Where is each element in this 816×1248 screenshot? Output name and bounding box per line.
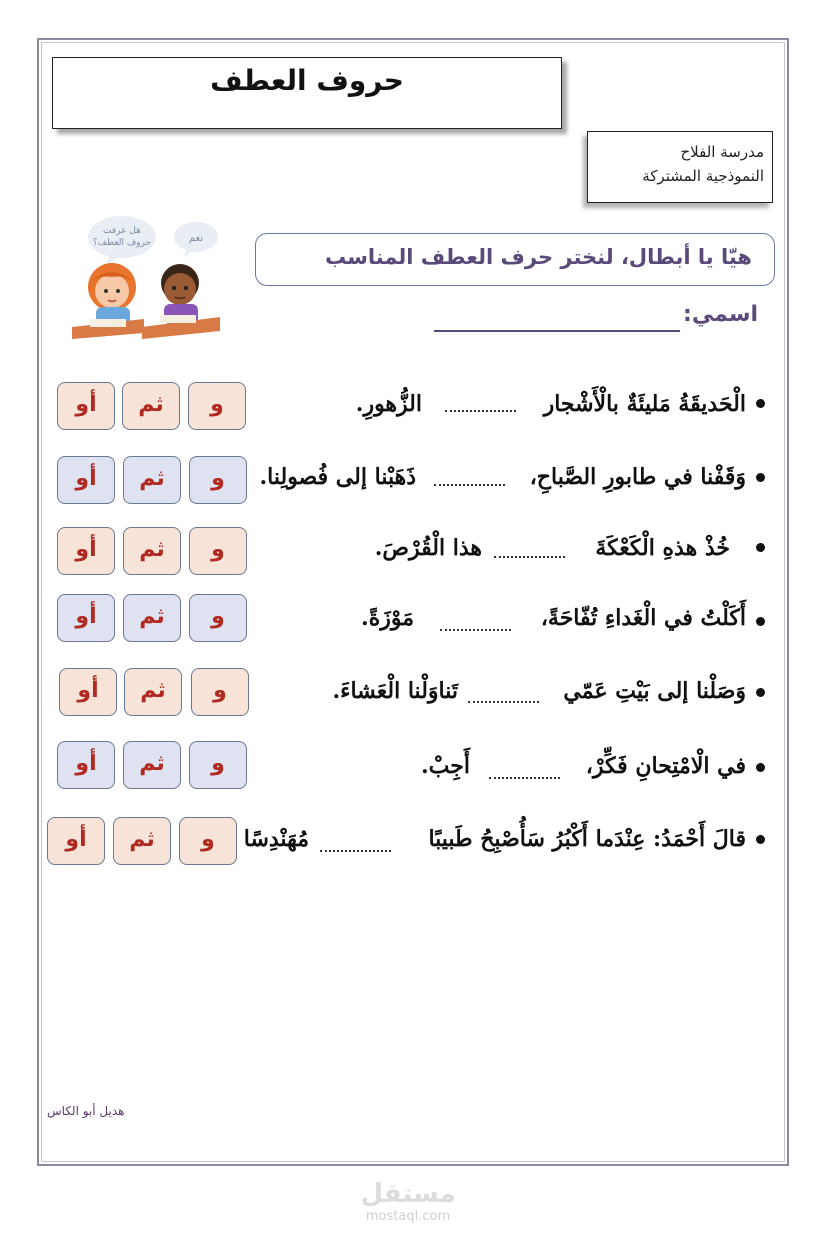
sentence-1-option-waw[interactable]: و — [188, 382, 246, 430]
sentence-7-part2: مُهَنْدِسًا — [243, 826, 309, 852]
sentence-1-option-aw[interactable]: أو — [57, 382, 115, 430]
sentence-7-option-aw[interactable]: أو — [47, 817, 105, 865]
sentence-5-option-waw[interactable]: و — [191, 668, 249, 716]
sentence-2-option-thumma[interactable]: ثم — [123, 456, 181, 504]
sentence-3-option-aw[interactable]: أو — [57, 527, 115, 575]
sentence-5-part1: وَصَلْنا إلى بَيْتِ عَمّي — [563, 678, 746, 704]
svg-text:هل عرفت: هل عرفت — [103, 226, 141, 236]
watermark-url: mostaql.com — [365, 1209, 451, 1224]
sentence-3-part2: هذا الْقُرْصَ. — [374, 535, 482, 561]
sentence-6-blank[interactable] — [489, 777, 560, 779]
sentence-2-part1: وَقَفْنا في طابورِ الصَّباحِ، — [529, 464, 746, 490]
sentence-7-blank[interactable] — [320, 850, 391, 852]
sentence-4-part1: أَكَلْتُ في الْغَداءِ تُفّاحَةً، — [540, 605, 746, 631]
sentence-5-option-aw[interactable]: أو — [59, 668, 117, 716]
name-label: اسمي: — [683, 302, 758, 327]
sentence-6-option-aw[interactable]: أو — [57, 741, 115, 789]
bullet-2 — [756, 473, 765, 482]
sentence-5-part2: تَناوَلْنا الْعَشاءَ. — [332, 678, 458, 704]
bullet-1 — [756, 399, 765, 408]
sentence-1-option-thumma[interactable]: ثم — [122, 382, 180, 430]
sentence-2-option-waw[interactable]: و — [189, 456, 247, 504]
bullet-4 — [756, 617, 765, 626]
sentence-7-option-thumma[interactable]: ثم — [113, 817, 171, 865]
sentence-7-option-waw[interactable]: و — [179, 817, 237, 865]
sentence-5-blank[interactable] — [468, 701, 539, 703]
school-subtitle: النموذجية المشتركة — [642, 167, 764, 185]
speech-bubble-left — [88, 216, 156, 258]
school-name: مدرسة الفلاح — [680, 143, 764, 161]
sentence-5-option-thumma[interactable]: ثم — [124, 668, 182, 716]
bullet-5 — [756, 688, 765, 697]
kids-illustration — [62, 215, 227, 345]
sentence-2-part2: ذَهَبْنا إلى فُصولِنا. — [259, 464, 416, 490]
sentence-7-part1: قالَ أَحْمَدُ: عِنْدَما أَكْبُرُ سَأُصْبِحُ طَبيبًا — [428, 826, 746, 852]
page-title: حروف العطف — [210, 64, 404, 97]
sentence-3-option-thumma[interactable]: ثم — [123, 527, 181, 575]
sentence-3-option-waw[interactable]: و — [189, 527, 247, 575]
watermark-arabic: مستقل — [360, 1179, 456, 1209]
sentence-4-option-waw[interactable]: و — [189, 594, 247, 642]
name-blank-line[interactable] — [434, 330, 680, 332]
bullet-3 — [756, 543, 765, 552]
sentence-3-blank[interactable] — [494, 556, 565, 558]
sentence-6-option-thumma[interactable]: ثم — [123, 741, 181, 789]
instruction-box — [255, 233, 775, 286]
sentence-1-part2: الزُّهورِ. — [355, 391, 422, 417]
sentence-2-option-aw[interactable]: أو — [57, 456, 115, 504]
title-box — [52, 57, 562, 129]
instruction-text: هيّا يا أبطال، لنختر حرف العطف المناسب — [324, 245, 752, 269]
sentence-4-blank[interactable] — [440, 629, 511, 631]
bullet-7 — [756, 835, 765, 844]
sentence-3-part1: خُذْ هذهِ الْكَعْكَةَ — [595, 535, 730, 561]
school-box — [587, 131, 773, 203]
sentence-4-option-aw[interactable]: أو — [57, 594, 115, 642]
bullet-6 — [756, 763, 765, 772]
svg-text:حروف العطف؟: حروف العطف؟ — [92, 238, 152, 248]
sentence-6-option-waw[interactable]: و — [189, 741, 247, 789]
sentence-6-part1: في الْامْتِحانِ فَكِّرْ، — [585, 753, 746, 779]
sentence-4-option-thumma[interactable]: ثم — [123, 594, 181, 642]
sentence-6-part2: أَجِبْ. — [421, 753, 470, 779]
watermark-logo — [356, 1178, 460, 1224]
sentence-1-blank[interactable] — [445, 410, 516, 412]
author-credit: هديل أبو الكاس — [47, 1104, 125, 1118]
svg-text:نعم: نعم — [188, 233, 204, 244]
sentence-2-blank[interactable] — [434, 484, 505, 486]
sentence-4-part2: مَوْزَةً. — [361, 605, 414, 631]
sentence-1-part1: الْحَديقَةُ مَليئَةٌ بالْأَشْجار — [543, 391, 746, 417]
